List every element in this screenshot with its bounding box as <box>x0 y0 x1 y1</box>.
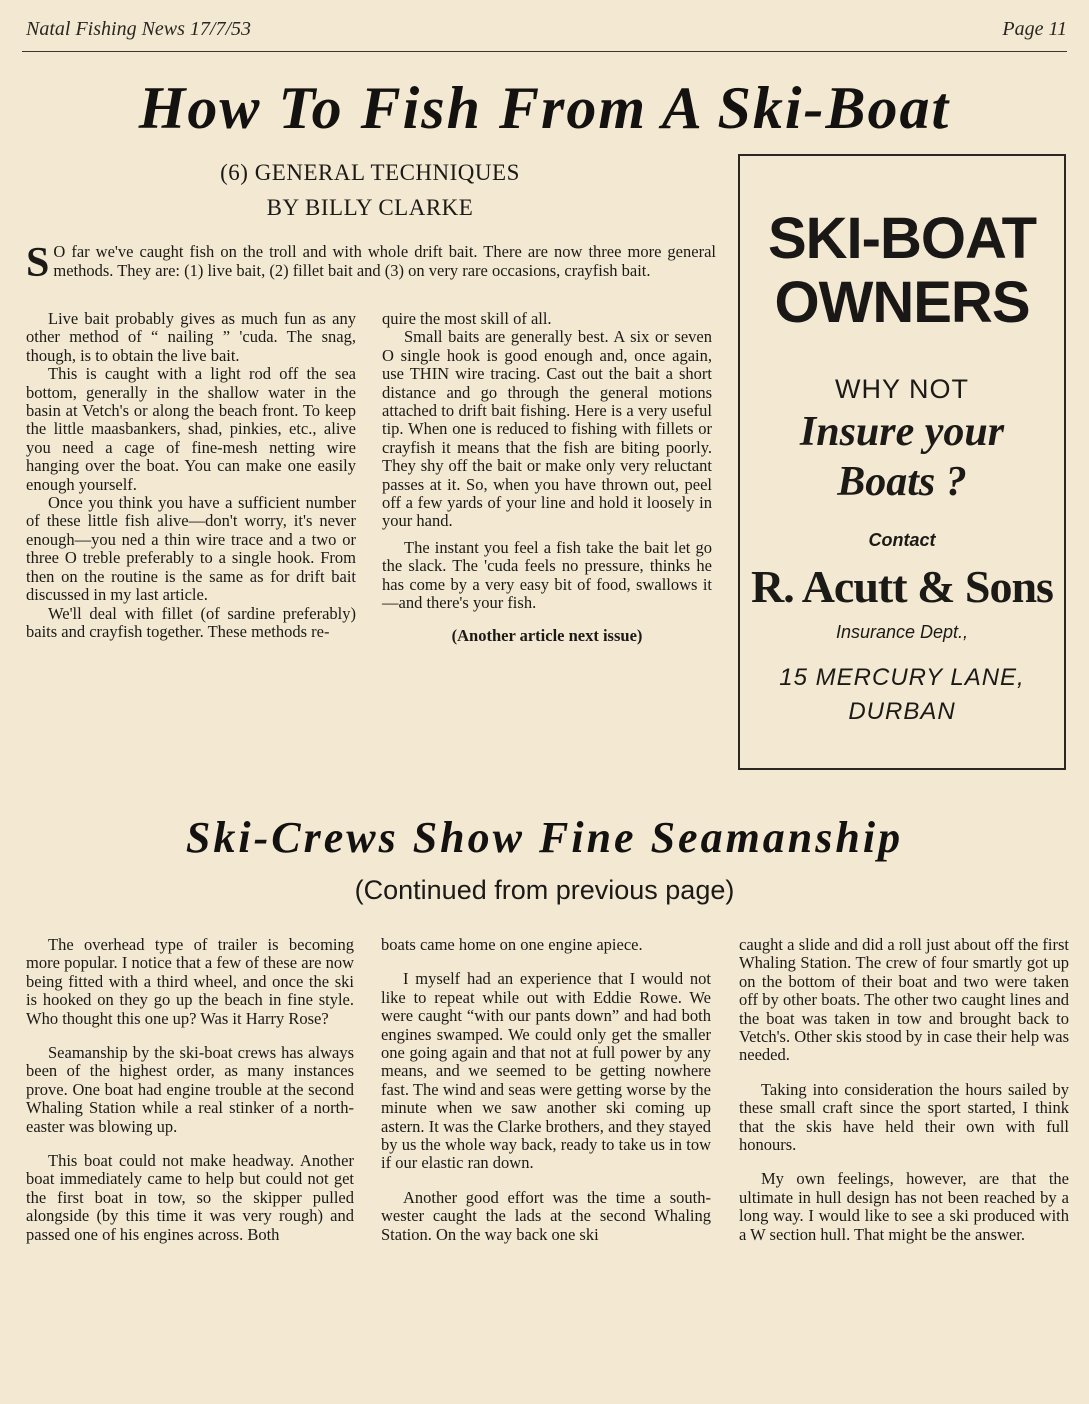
advert-address: 15 MERCURY LANE, <box>779 664 1025 691</box>
advert-address: DURBAN <box>848 698 956 725</box>
article-title: How To Fish From A Ski-Boat <box>138 75 951 141</box>
advert-insure: Insure your <box>799 409 1005 455</box>
advert-insure: Boats ? <box>837 459 967 505</box>
drop-cap: S <box>26 240 50 286</box>
page-number: Page 11 <box>1002 18 1067 40</box>
article2-title: Ski-Crews Show Fine Seamanship <box>185 813 904 862</box>
article-byline: BY BILLY CLARKE <box>266 195 474 220</box>
article1-column-1 <box>26 310 356 641</box>
advert-contact: Contact <box>868 530 936 550</box>
continued-note: (Continued from previous page) <box>354 875 735 905</box>
article1-column-2 <box>382 310 712 645</box>
paragraph: This is caught with a light rod off the sea bottom, generally in the shallow water in the basin at Vetch's or along the beach front. To keep the little maasbankers, shad, pinkies, etc., alive you need a cage of fine-mesh netting wire hanging over the boat. You can make one easily enough yourself. <box>26 364 356 494</box>
paragraph: quire the most skill of all. <box>382 309 552 328</box>
next-issue-note: (Another article next issue) <box>451 625 643 645</box>
paragraph: This boat could not make headway. Another boat immediately came to help but could not get the first boat in tow, so the skipper pulled alongside (by this time it was very rough) and passed one of his engines across. Both <box>26 1151 354 1244</box>
paragraph: Live bait probably gives as much fun as any other method of “ nailing ” 'cuda. The snag, though, is to obtain the live bait. <box>26 309 356 365</box>
publication-header: Natal Fishing News 17/7/53 <box>26 18 252 40</box>
header-divider <box>22 51 1067 52</box>
article2-column-2 <box>381 936 711 1244</box>
paragraph: I myself had an experience that I would not like to repeat while out with Eddie Rowe. We were caught “with our pants down” and had both engines swamped. We could only get the smaller one going again and that not at full power by any means, and we seemed to be getting nowhere fast. The wind and seas were getting worse by the minute when we saw another ski coming up astern. It was the Clarke brothers, and they stayed by us the whole way back, ready to take us in tow if our elastic ran down. <box>381 969 711 1173</box>
paragraph: The instant you feel a fish take the bait let go the slack. The 'cuda feels no pressure, thinks he has come by a very easy bit of food, swallows it—and there's your fish. <box>382 537 712 613</box>
intro-text: O far we've caught fish on the troll and with whole drift bait. There are now three more general methods. They are: (1) live bait, (2) fillet bait and (3) on very rare occasions, crayfish bait. <box>53 242 716 280</box>
paragraph: caught a slide and did a roll just about off the first Whaling Station. The crew of four smartly got up on the bottom of their boat and two were taken off by other boats. The other two caught lines and the boat was taken in tow and brought back to Vetch's. Other skis stood by in case their help was needed. <box>739 935 1069 1065</box>
advert-headline: OWNERS <box>774 270 1030 335</box>
paragraph: The overhead type of trailer is becoming more popular. I notice that a few of these are now being fitted with a third wheel, and once the ski is hooked on they go up the beach in fine style. Who thought this one up? Was it Harry Rose? <box>26 935 354 1028</box>
article2-column-1 <box>26 936 354 1244</box>
insurance-advert <box>738 154 1066 770</box>
paragraph: My own feelings, however, are that the ultimate in hull design has not been reached by a long way. I would like to see a ski produced with a W section hull. That might be the answer. <box>739 1169 1069 1244</box>
paragraph: Seamanship by the ski-boat crews has always been of the highest order, as many instances prove. One boat had engine trouble at the second Whaling Station while a real stinker of a north-easter was blowing up. <box>26 1043 354 1136</box>
paragraph: Taking into consideration the hours sailed by these small craft since the sport started, I think that the skis have held their own with full honours. <box>739 1079 1069 1155</box>
advert-headline: SKI-BOAT <box>767 206 1036 271</box>
paragraph: Small baits are generally best. A six or seven O single hook is good enough and, once again, use THIN wire tracing. Cast out the bait a short distance and go through the general motions attached to drift bait fishing. Here is a very useful tip. When one is reduced to fishing with fillets or crayfish it means that the fish are biting poorly. They shy off the bait or make only very reluctant passes at it. So, when you have thrown out, peel off a few yards of your line and hold it loosely in your hand. <box>382 327 712 531</box>
advert-dept: Insurance Dept., <box>835 622 969 642</box>
paragraph: Another good effort was the time a south-wester caught the lads at the second Whaling Station. On the way back one ski <box>381 1187 711 1244</box>
article-subtitle: (6) GENERAL TECHNIQUES <box>220 160 520 185</box>
paragraph: We'll deal with fillet (of sardine preferably) baits and crayfish together. These methods re- <box>26 603 356 641</box>
advert-why-not: WHY NOT <box>835 374 969 404</box>
paragraph: Once you think you have a sufficient number of these little fish alive—don't worry, it's never enough—you ned a thin wire trace and a two or three O treble preferably to a single hook. From then on the routine is the same as for drift bait discussed in my last article. <box>26 493 356 605</box>
article-intro <box>26 240 716 286</box>
paragraph: boats came home on one engine apiece. <box>381 935 643 954</box>
advert-company: R. Acutt & Sons <box>751 561 1053 612</box>
article2-column-3 <box>739 936 1069 1244</box>
